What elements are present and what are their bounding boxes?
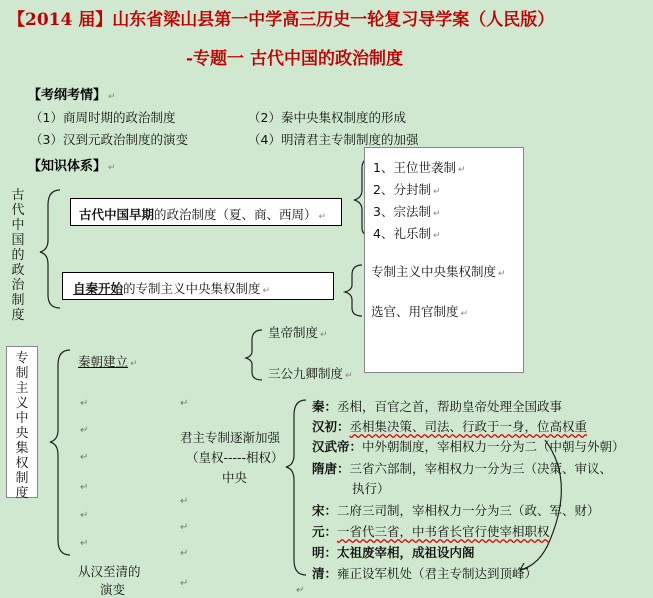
dynasty-text: 三省六部制，宰相权力一分为三（决策、审议、 <box>349 461 613 476</box>
return-mark: ↵ <box>80 398 89 409</box>
early-item-1 <box>373 158 466 176</box>
dynasty-han-early <box>312 417 587 435</box>
outline-heading-text: 【考纲考情】 <box>28 88 107 103</box>
dynasty-han-wu <box>312 437 625 455</box>
early-item-3 <box>373 202 441 220</box>
dynasty-text: 一省代三省，中书省长官行使宰相职权 <box>337 524 550 539</box>
dynasty-qin <box>312 397 562 415</box>
return-mark: ↵ <box>498 269 506 279</box>
dynasty-text: 太祖废宰相，成祖设内阁 <box>337 545 475 560</box>
dynasty-song <box>312 501 600 519</box>
emperor-brace <box>246 330 262 380</box>
outline-item-1: （1）商周时期的政治制度 <box>30 110 176 125</box>
dynasty-name: 宋： <box>312 503 338 518</box>
return-mark: ↵ <box>180 496 189 507</box>
early-rest: 的政治制度（夏、商、西周） <box>154 207 317 222</box>
han-to-qing-2: 演变 <box>100 582 126 597</box>
dynasty-name: 清： <box>312 566 338 581</box>
outline-item-3: （3）汉到元政治制度的演变 <box>30 132 188 147</box>
dynasty-yuan <box>312 522 550 540</box>
return-mark: ↵ <box>180 578 189 589</box>
dynasty-text: 雍正设军机处（君主专制达到顶峰） <box>337 566 538 581</box>
qin-bold: 自秦开始 <box>73 281 124 296</box>
early-item-2 <box>373 180 441 198</box>
emperor-system-text: 皇帝制度 <box>268 325 319 340</box>
qin-item-1 <box>371 262 506 280</box>
knowledge-heading-text: 【知识体系】 <box>28 159 107 174</box>
outline-item-2: （2）秦中央集权制度的形成 <box>248 110 406 125</box>
dynasty-name: 汉初： <box>312 419 350 434</box>
early-item-3-text: 3、宗法制 <box>373 204 431 219</box>
return-mark: ↵ <box>432 209 441 219</box>
dynasty-name: 隋唐： <box>312 461 350 476</box>
return-mark: ↵ <box>460 309 469 319</box>
early-item-4-text: 4、礼乐制 <box>373 226 431 241</box>
return-mark: ↵ <box>130 359 138 369</box>
dynasty-ming <box>312 543 475 561</box>
early-bold: 古代中国早期 <box>79 207 155 222</box>
qin-item-2 <box>371 302 468 320</box>
dynasty-text: 中外朝制度，宰相权力一分为二（中朝与外朝） <box>362 439 625 454</box>
three-nine-system <box>268 364 353 382</box>
qin-item-1-text: 专制主义中央集权制度 <box>371 264 497 279</box>
return-mark: ↵ <box>80 510 89 521</box>
emperor-system <box>268 323 328 341</box>
strengthen-line-1: 君主专制逐渐加强 <box>180 430 281 445</box>
early-box <box>70 198 342 226</box>
dynasty-brace <box>286 400 306 575</box>
dynasty-sui-tang <box>312 459 612 477</box>
dynasty-name: 明： <box>312 545 338 560</box>
return-mark: ↵ <box>180 522 189 533</box>
han-to-qing-1: 从汉至清的 <box>78 564 141 579</box>
strengthen-line-2: （皇权-----相权） <box>186 450 284 465</box>
qin-item-2-text: 选官、用官制度 <box>371 304 459 319</box>
qin-rest: 的专制主义中央集权制度 <box>123 281 261 296</box>
dynasty-text: 丞相集决策、司法、行政于一身，位高权重 <box>349 419 588 434</box>
centralism-box <box>6 346 38 501</box>
return-mark: ↵ <box>108 92 116 102</box>
return-mark: ↵ <box>320 330 328 340</box>
return-mark: ↵ <box>318 212 327 222</box>
early-item-1-text: 1、王位世袭制 <box>373 160 456 175</box>
return-mark: ↵ <box>180 398 189 409</box>
return-mark: ↵ <box>80 425 89 436</box>
dynasty-qing <box>312 564 537 582</box>
outline-item-4: （4）明清君主专制制度的加强 <box>248 132 419 147</box>
right-panel <box>364 147 524 373</box>
qin-brace <box>345 265 362 316</box>
qin-founding-text: 秦朝建立 <box>78 354 129 369</box>
qin-box <box>62 272 334 300</box>
return-mark: ↵ <box>80 482 89 493</box>
early-item-2-text: 2、分封制 <box>373 182 431 197</box>
dynasty-name: 元： <box>312 524 338 539</box>
qin-founding <box>78 352 138 370</box>
dynasty-sui-tang-cont <box>352 479 390 497</box>
central-brace <box>50 350 70 555</box>
page-title: 【2014 届】山东省梁山县第一中学高三历史一轮复习导学案（人民版） <box>8 10 555 30</box>
dynasty-text: 二府三司制，宰相权力一分为三（政、军、财） <box>337 503 600 518</box>
dynasty-text: 执行） <box>352 481 390 496</box>
return-mark: ↵ <box>432 231 441 241</box>
early-item-4 <box>373 224 441 242</box>
centralism-label: 专制主义中央集权制度 <box>15 351 29 501</box>
dynasty-text: 丞相，百官之首，帮助皇帝处理全国政事 <box>337 399 563 414</box>
root-label: 古代中国的政治制度 <box>11 188 25 323</box>
return-mark: ↵ <box>296 585 305 596</box>
three-nine-system-text: 三公九卿制度 <box>268 366 344 381</box>
return-mark: ↵ <box>457 165 466 175</box>
return-mark: ↵ <box>180 548 189 559</box>
dynasty-name: 汉武帝： <box>312 439 363 454</box>
return-mark: ↵ <box>345 371 353 381</box>
page-subtitle: -专题一 古代中国的政治制度 <box>186 49 403 69</box>
return-mark: ↵ <box>432 187 441 197</box>
return-mark: ↵ <box>262 286 271 296</box>
return-mark: ↵ <box>108 163 116 173</box>
return-mark: ↵ <box>80 538 89 549</box>
dynasty-name: 秦： <box>312 399 338 414</box>
return-mark: ↵ <box>80 452 89 463</box>
root-brace <box>40 190 60 308</box>
strengthen-line-3: 中央 <box>222 470 248 485</box>
